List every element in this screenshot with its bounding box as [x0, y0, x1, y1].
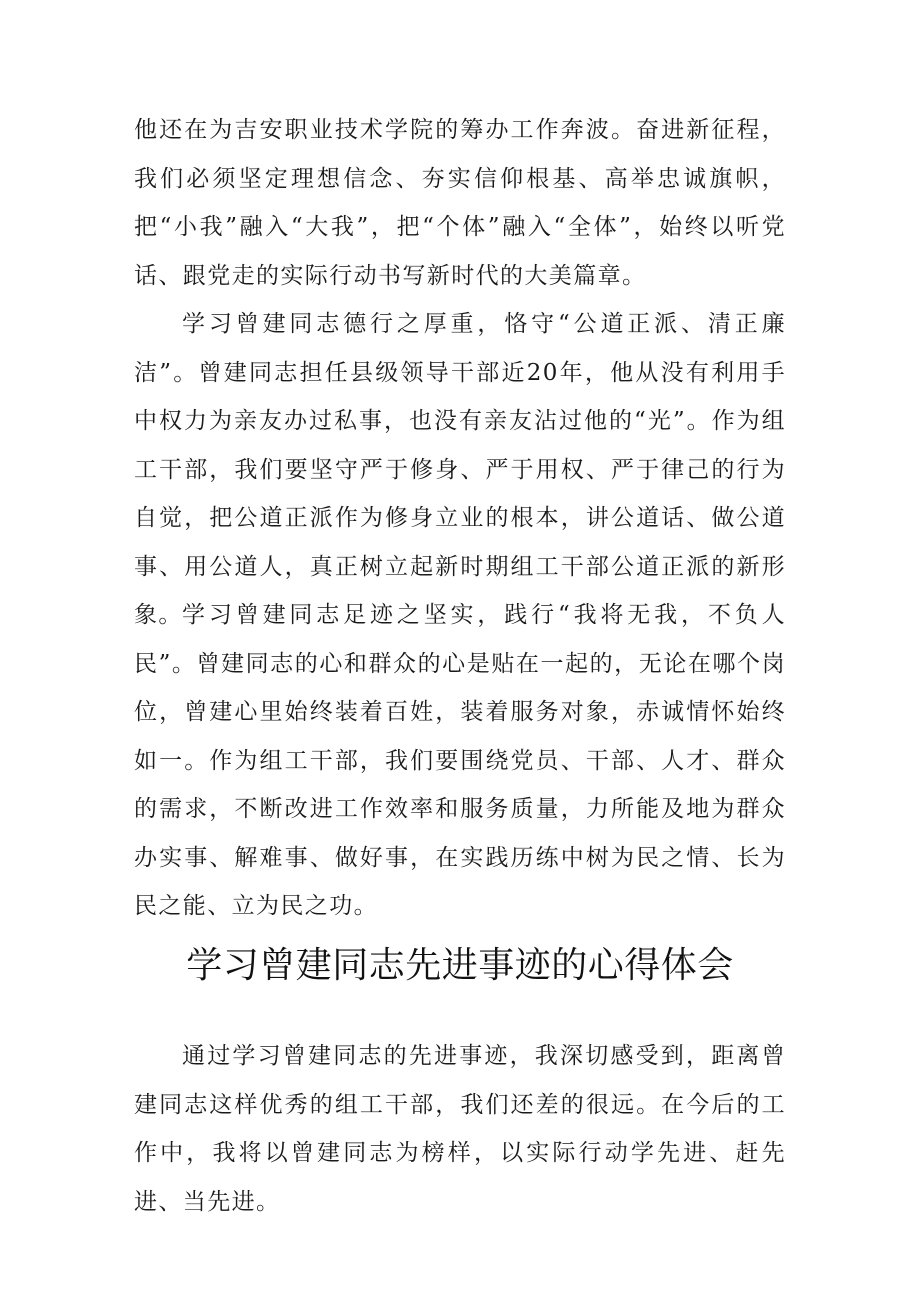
body-paragraph-3: 学习曾建同志足迹之坚实，践行“我将无我，不负人民”。曾建同志的心和群众的心是贴在一起的，无论在哪个岗位，曾建心里始终装着百姓，装着服务对象，赤诚情怀始终如一。作为组工干部，我们要围绕党员、干部、人才、群众的需求，不断改进工作效率和服务质量，力所能及地为群众办实事、解难事、做好事，在实践历练中树为民之情、长为民之能、立为民之功。 — [134, 602, 786, 919]
body-paragraph-1: 他还在为吉安职业技术学院的筹办工作奔波。奋进新征程，我们必须坚定理想信念、夯实信仰根基、高举忠诚旗帜，把“小我”融入“大我”，把“个体”融入“全体”，始终以听党话、跟党走的实际行动书写新时代的大美篇章。 — [134, 117, 786, 289]
section-title: 学习曾建同志先进事迹的心得体会 — [186, 945, 734, 986]
body-paragraph-2: 学习曾建同志德行之厚重，恪守“公道正派、清正廉洁”。曾建同志担任县级领导干部近20年，他从没有利用手中权力为亲友办过私事，也没有亲友沾过他的“光”。作为组工干部，我们要坚守严于修身、严于用权、严于律己的行为自觉，把公道正派作为修身立业的根本，讲公道话、做公道事、用公道人，真正树立起新时期组工干部公道正派的新形象。 — [134, 311, 786, 628]
closing-paragraph: 通过学习曾建同志的先进事迹，我深切感受到，距离曾建同志这样优秀的组工干部，我们还差的很远。在今后的工作中，我将以曾建同志为榜样，以实际行动学先进、赶先进、当先进。 — [134, 1043, 786, 1215]
